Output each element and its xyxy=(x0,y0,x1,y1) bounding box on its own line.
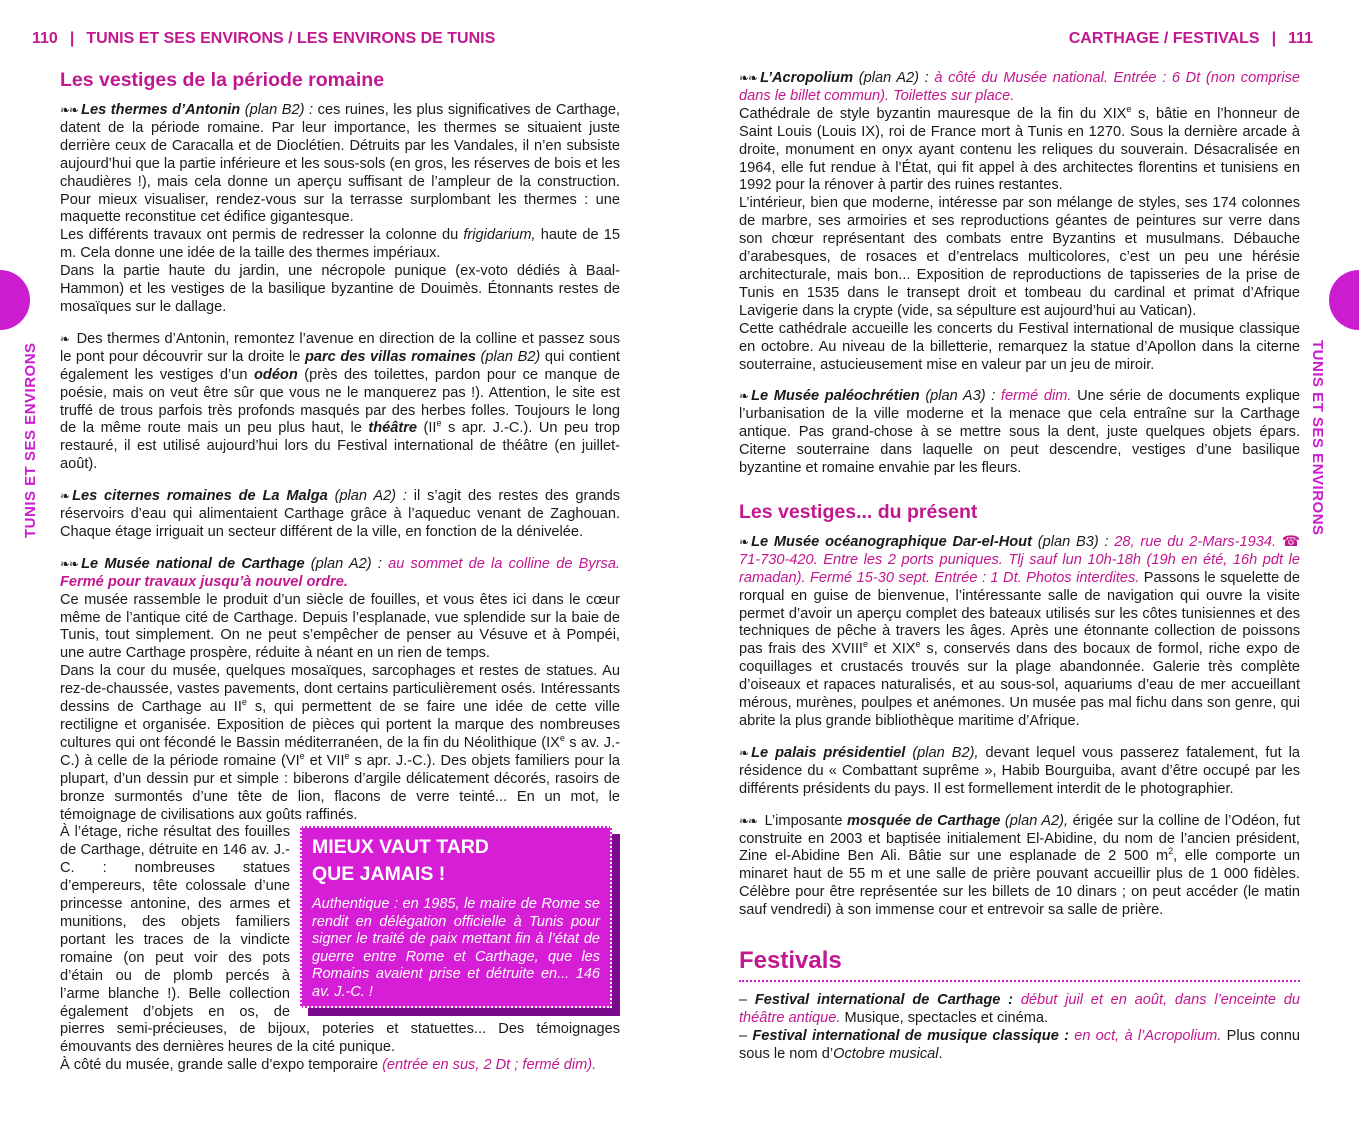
entry-name: Le Musée national de Carthage xyxy=(81,555,305,572)
festival-info: en oct, à l’Acropolium. xyxy=(1068,1027,1222,1044)
festival-text: Plus connu sous le nom d’ xyxy=(739,1027,1301,1062)
entry-text: ces ruines, les plus significatives de Carthage, datent de la période romaine. Par leur importance, les thermes se situaient juste derrière ceux de Caracalla et de Dioclétien. Détruits par les Vandales, il n’en subsiste aujourd’hui que la partie inférieure et les sous-sols (en gros, les réserves de bois et les chaudières !), mais cela donne un aperçu suffisant de l’ampleur de la construction. Pour mieux visualiser, rendez-vous sur la terrasse surplombant les thermes : une maquette reconstitue cet édifice gigantesque. xyxy=(60,102,620,226)
festival-text: . xyxy=(938,1045,943,1062)
entry-closed-notice: Fermé pour travaux jusqu’à nouvel ordre. xyxy=(60,573,348,590)
entry-musee-national xyxy=(60,556,620,1075)
entry-name: Le Musée paléochrétien xyxy=(751,388,920,405)
header-title-left: TUNIS ET SES ENVIRONS / LES ENVIRONS DE TUNIS xyxy=(86,30,496,47)
entry-text-italic: frigidarium, xyxy=(463,227,536,244)
superscript: e xyxy=(344,750,350,761)
entry-text: qui contient également les vestiges d’un xyxy=(60,348,620,383)
side-label-left: TUNIS ET SES ENVIRONS xyxy=(22,342,39,538)
superscript: e xyxy=(862,639,868,650)
festival-name: Festival international de musique classique : xyxy=(752,1027,1069,1044)
entry-name: L’Acropolium xyxy=(760,70,854,86)
entry-name: odéon xyxy=(253,366,298,383)
entry-info: 28, rue du 2-Mars-1934. ☎ 71-730-420. Entre les 2 ports puniques. Tlj sauf lun 10h-18h (19h en été, 16h pdt le ramadan). Fermé 15-30 sept. Entrée : 1 Dt. Photos interdites. xyxy=(739,533,1300,586)
header-separator: | xyxy=(69,30,75,47)
entry-name: parc des villas romaines xyxy=(304,348,476,365)
sidebar-box-title-1: MIEUX VAUT TARD xyxy=(312,836,489,859)
entry-palais xyxy=(739,745,1300,799)
entry-info: fermé dim. xyxy=(995,388,1072,405)
entry-name: Les citernes romaines de La Malga xyxy=(72,488,328,505)
superscript: e xyxy=(559,733,565,744)
entry-text: (II xyxy=(417,420,437,437)
entry-text: Une série de documents explique l’urbanisation de la ville moderne et la menace que cela entraîne sur la Carthage antique. Pas grand-chose à se mettre sous la dent, juste quelques objets épars. Citerne souterraine dans laquelle on peut descendre, vestiges d’une basilique byzantine et romaine envahie par les fleurs. xyxy=(739,388,1301,477)
entry-mosquee xyxy=(739,813,1300,920)
dotted-divider xyxy=(739,980,1300,982)
entry-name: mosquée de Carthage xyxy=(847,812,1001,829)
festival-item xyxy=(739,992,1300,1028)
side-tab-right xyxy=(1329,270,1359,330)
routard-icon: ❧❧ xyxy=(60,556,79,571)
float-wrapper xyxy=(60,824,620,1057)
header-title-right: CARTHAGE / FESTIVALS xyxy=(1068,30,1260,47)
entry-plan: (plan B2) : xyxy=(240,102,314,118)
routard-icon: ❧ xyxy=(739,534,749,549)
sidebar-box xyxy=(300,826,620,1016)
sidebar-box-content xyxy=(300,826,612,1008)
superscript: e xyxy=(915,639,921,650)
entry-villas xyxy=(60,331,620,474)
entry-text: Dans la cour du musée, quelques mosaïques, sarcophages et restes de statues. Au rez-de-chaussée, vastes pavements, dont certains particulièrement osés. Intéressants dessins de Carthage au II xyxy=(60,663,620,716)
entry-text: s, conservés dans des bocaux de formol, riche expo de coquillages et crustacés trouvés sur la plage abandonnée. Galerie très complète d’oiseaux et rapaces naturalisés, et au sous-sol, aquariums d’eau de mer accueillant mérous, murènes, poulpes et anémones. Un musée pas mal fichu dans son genre, qui abrite la plus grande bibliothèque maritime d’Afrique. xyxy=(739,641,1300,729)
entry-name: théâtre xyxy=(368,420,418,437)
entry-text: s apr. J.-C.). Un peu trop restauré, il est utilisé aujourd’hui lors du Festival international de théâtre (en juillet-août). xyxy=(60,420,620,473)
page-number-right: 111 xyxy=(1288,30,1313,47)
header-separator: | xyxy=(1271,30,1277,47)
routard-icon: ❧ xyxy=(60,331,70,346)
entry-text: et XIX xyxy=(867,641,916,658)
entry-text: Cette cathédrale accueille les concerts du Festival international de musique classique en octobre. Au niveau de la billetterie, remarquez la statue d’Apollon dans la citerne souterraine, astucieusement mise en valeur par un jeu de miroir. xyxy=(739,320,1300,373)
routard-icon: ❧❧ xyxy=(739,71,758,85)
sidebar-box-title-2: QUE JAMAIS ! xyxy=(312,863,446,886)
entry-text: érigée sur la colline de l’Odéon, fut construite en 2003 et baptisée initialement El-Abidine, du nom de l’ancien président, Zine el-Abidine Ben Ali. Bâtie sur une esplanade de 2 500 m xyxy=(739,812,1300,865)
entry-plan: (plan A3) : xyxy=(919,388,996,405)
festival-text: Musique, spectacles et cinéma. xyxy=(840,1009,1049,1026)
festival-info: début juil et en août, dans l’enceinte du théâtre antique. xyxy=(739,992,1300,1026)
festival-text-italic: Octobre musical xyxy=(833,1045,939,1062)
entry-plan: (plan A2) : xyxy=(853,70,929,86)
entry-text: À côté du musée, grande salle d’expo temporaire xyxy=(60,1057,383,1074)
entry-plan: (plan B2), xyxy=(905,744,979,761)
routard-icon: ❧ xyxy=(739,745,749,760)
sidebar-box-text: Authentique : en 1985, le maire de Rome se rendit en délégation officielle à Tunis pour signer le traité de paix mettant fin à l’état de guerre entre Rome et Carthage, que les Romains avaient prise et détruite en... 146 av. J.-C. ! xyxy=(312,896,600,1000)
routard-icon: ❧ xyxy=(739,389,749,404)
routard-icon: ❧❧ xyxy=(739,813,758,828)
entry-text: (près des toilettes, pardon pour ce manque de poésie, mais on veut être sûr que vous ne le manquerez pas !). Attention, le site est truffé de trous parfois très profonds masqués par des herbes folles. Toujours le long de la même route mais un peu plus haut, le xyxy=(60,366,621,437)
entry-text: Ce musée rassemble le produit d’un siècle de fouilles, et vous êtes ici dans le cœur même de l’antique cité de Carthage. Depuis l’esplanade, vue splendide sur la baie de Tunis, tout simplement. On ne peut s’empêcher de penser au Vésuve et à Pompéi, une autre Carthage prospère, réduite à néant en un rien de temps. xyxy=(60,591,620,662)
entry-plan: (plan A2), xyxy=(1000,812,1069,829)
entry-acropolium xyxy=(739,70,1300,374)
page-header-right xyxy=(1069,30,1313,48)
festival-dash: – xyxy=(739,1027,753,1044)
entry-text: À l’étage, riche résultat des fouilles de Carthage, détruite en 146 av. J.-C. : nombreuses statues d’empereurs, tête colossale d’une princesse antonine, des armes et munitions, des objets familiers portant les traces de la vindicte romaine (on peut voir des pots d’étain ou de plomb percés à l’arme blanche !). Belle collection également d’objets en os, de pierres semi-précieuses, de bijoux, poteries et statuettes... Des témoignages émouvants des dernières heures de la cité punique. xyxy=(60,824,620,1056)
festival-dash: – xyxy=(739,992,755,1009)
entry-info: à côté du Musée national. Entrée : 6 Dt (non comprise dans le billet commun). Toilettes sur place. xyxy=(739,70,1300,104)
entry-oceanographique xyxy=(739,534,1300,731)
entry-text: s, qui permettent de se faire une idée de cette ville rectiligne et organisée. Exposition de pièces qui portent la marque des nombreuses cultures qui ont fécondé le Bassin méditerranéen, de la fin du Néolithique (IX xyxy=(60,699,620,751)
festivals-section xyxy=(739,946,1300,1064)
entry-text: s, bâtie en l’honneur de Saint Louis (Louis IX), roi de France mort à Tunis en 1270. Sous la dernière arcade à droite, monument en onyx ayant contenu les reliques du souverain. Désacralisée en 1964, elle fut rendue à l’État, qui fit appel à des architectes florentins et tunisiens en 1992 pour la rénover à partir des ruines restantes. xyxy=(739,105,1300,194)
entry-thermes xyxy=(60,102,620,317)
entry-text: Les différents travaux ont permis de redresser la colonne du xyxy=(60,227,464,244)
entry-text: Cathédrale de style byzantin mauresque de la fin du XIX xyxy=(739,105,1127,122)
entry-text: Des thermes d’Antonin, remontez l’avenue en direction de la colline et passez sous le pont pour découvrir sur la droite le xyxy=(60,330,620,365)
superscript: 2 xyxy=(1168,846,1174,857)
entry-text: s av. J.-C.) à celle de la période romaine (VI xyxy=(60,734,620,769)
entry-text: haute de 15 m. Cela donne une idée de la taille des thermes impériaux. xyxy=(60,227,620,262)
entry-name: Le Musée océanographique Dar-el-Hout xyxy=(751,533,1032,550)
superscript: e xyxy=(1126,103,1132,114)
routard-icon: ❧❧ xyxy=(60,103,79,117)
superscript: e xyxy=(299,750,305,761)
entry-citernes xyxy=(60,488,620,542)
entry-text: devant lequel vous passerez fatalement, fut la résidence du « Combattant suprême », Habib Bourguiba, avant d’être occupé par les différents présidents du pays. Il est formellement interdit de le photographier. xyxy=(739,744,1300,797)
side-label-right: TUNIS ET SES ENVIRONS xyxy=(1309,340,1326,536)
entry-text: et VII xyxy=(304,752,345,769)
left-column xyxy=(60,68,620,1075)
section-title: Les vestiges de la période romaine xyxy=(60,69,385,91)
entry-text: Passons le squelette de rorqual en guise de bienvenue, l’intéressante salle de navigation qui ouvre la visite permet d’avoir un aperçu complet des bateaux utilisés sur les côtes tunisiennes et des techniques de pêche à travers les âges. Après une étonnante collection de poissons pas frais des XVIII xyxy=(739,569,1300,658)
entry-paleochretien xyxy=(739,388,1300,478)
entry-plan: (plan B2) xyxy=(476,348,541,365)
entry-text: L’imposante xyxy=(760,812,848,829)
entry-name: Les thermes d’Antonin xyxy=(81,102,241,118)
entry-name: Le palais présidentiel xyxy=(751,744,906,761)
entry-text: il s’agit des restes des grands réservoirs d’eau qui alimentaient Carthage grâce à l’aqueduc venant de Zaghouan. Chaque étage irriguait un secteur différent de la ville, en fonction de la dénivelée. xyxy=(60,488,621,540)
entry-plan: (plan B3) : xyxy=(1031,533,1109,550)
festival-name: Festival international de Carthage : xyxy=(754,992,1014,1009)
entry-plan: (plan A2) : xyxy=(327,488,407,505)
entry-text: s apr. J.-C.). Des objets familiers pour la plupart, d’un dessin pur et simple : biberons d’argile délicatement décorés, rasoirs de bronze surmontés d’une tête de lion, flacons de verre teinté... En un mot, le témoignage de civilisations aux goûts raffinés. xyxy=(60,752,620,823)
page-number-left: 110 xyxy=(32,30,58,47)
routard-icon: ❧ xyxy=(60,489,70,504)
section-title: Les vestiges... du présent xyxy=(739,500,978,523)
superscript: e xyxy=(241,697,247,708)
entry-text: Dans la partie haute du jardin, une nécropole punique (ex-voto dédiés à Baal-Hammon) et les vestiges de la basilique byzantine de Douimès. Étonnants restes de mosaïques sur le dallage. xyxy=(60,263,620,315)
entry-text: L’intérieur, bien que moderne, intéresse par son mélange de styles, ses 174 colonnes de marbre, ses armoiries et ses reproductions géantes de peintures sur verre dans son chœur représentant des combats entre Byzantins et musulmans. Débauche d’arabesques, de rosaces et d’entrelacs multicolores, c’est un peu une hérésie architecturale, mais bon... Exposition de reproductions de tapisseries de la prise de Tunis en 1535 dans le transept droit et tombeau du cardinal et primat d’Afrique Lavigerie dans la crypte (vide, sa sépulture est aujourd’hui au Vatican). xyxy=(739,195,1300,319)
entry-info: au sommet de la colline de Byrsa. xyxy=(381,555,620,572)
festival-item xyxy=(739,1028,1300,1064)
page-header-left xyxy=(32,30,495,48)
festivals-title: Festivals xyxy=(739,947,842,975)
entry-text: , elle comporte un minaret haut de 55 m et une salle de prière pouvant accueillir plus de 1 000 fidèles. Célèbre pour être représentée sur les billets de 10 dinars ; on peut accéder (le matin sauf vendredi) à son immense cour et entrevoir sa salle de prière. xyxy=(739,848,1300,919)
entry-plan: (plan A2) : xyxy=(304,555,382,572)
side-tab-left xyxy=(0,270,30,330)
entry-info: (entrée en sus, 2 Dt ; fermé dim). xyxy=(382,1057,597,1074)
right-column xyxy=(739,70,1300,1064)
superscript: e xyxy=(436,418,442,429)
